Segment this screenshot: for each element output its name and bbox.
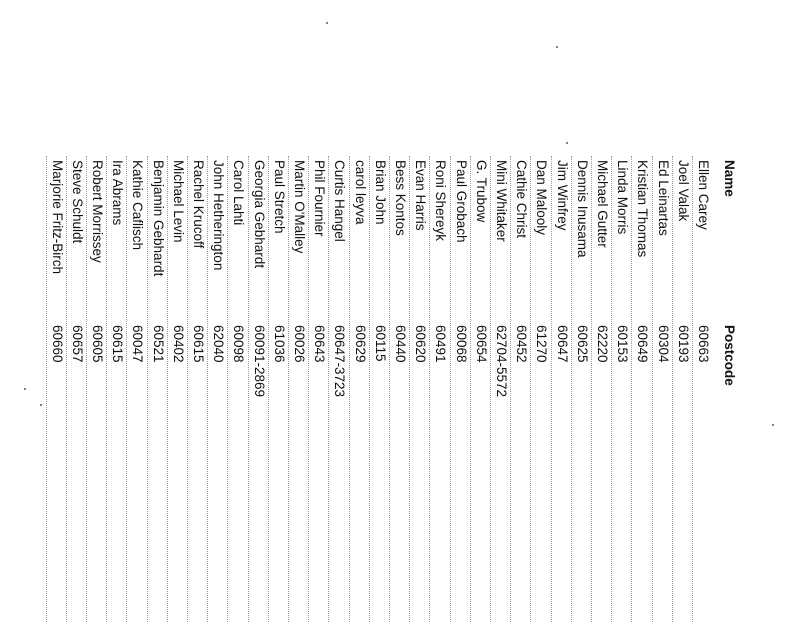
table-row xyxy=(167,160,189,622)
postcode-cell: 60304 xyxy=(655,325,671,363)
name-cell: Bess Kontos xyxy=(393,160,408,236)
postcode-cell: 60629 xyxy=(352,325,368,363)
postcode-cell: 60643 xyxy=(312,325,328,363)
name-cell: Joel Valak xyxy=(675,160,691,222)
name-cell: Carol Lahti xyxy=(231,160,247,226)
table-row xyxy=(591,160,613,622)
postcode-cell: 60625 xyxy=(574,325,590,363)
table-row xyxy=(611,160,633,622)
name-cell: G. Trubow xyxy=(473,160,489,223)
name-cell: John Hetherington xyxy=(211,160,227,271)
table-row xyxy=(349,160,371,622)
name-cell: Ellen Carey xyxy=(696,160,711,230)
table-row xyxy=(510,160,532,622)
name-cell: Evan Harris xyxy=(413,160,429,231)
name-cell: Marjorie Fritz-Birch xyxy=(49,160,65,275)
postcode-cell: 60193 xyxy=(675,325,691,363)
table-row xyxy=(126,160,148,622)
table-row xyxy=(429,160,451,622)
table-row xyxy=(652,160,674,622)
name-cell: Dennis Inusama xyxy=(574,160,590,258)
table-row xyxy=(66,160,88,622)
table-row xyxy=(692,160,714,622)
name-cell: Ira Abrams xyxy=(110,160,126,226)
name-cell: Paul Grobach xyxy=(453,160,469,243)
name-cell: Georgia Gebhardt xyxy=(251,160,267,269)
postcode-cell: 60605 xyxy=(90,325,105,363)
table-row xyxy=(530,160,552,622)
name-cell: Dan Malooly xyxy=(534,160,550,236)
postcode-cell: 60620 xyxy=(413,325,429,363)
name-cell: Martin O'Malley xyxy=(292,160,307,254)
table-row xyxy=(672,160,694,622)
postcode-cell: 60615 xyxy=(191,325,206,363)
postcode-cell: 60452 xyxy=(514,325,530,363)
postcode-cell: 62704-5572 xyxy=(494,325,509,398)
table-row xyxy=(227,160,249,622)
table-row xyxy=(268,160,290,622)
postcode-cell: 60615 xyxy=(110,325,126,363)
table-row xyxy=(551,160,573,622)
name-cell: Benjamin Gebhardt xyxy=(150,160,166,277)
table-row xyxy=(207,160,229,622)
postcode-cell: 60402 xyxy=(170,325,186,363)
table-row xyxy=(389,160,411,622)
postcode-cell: 60654 xyxy=(473,325,489,363)
name-cell: Ed Leinartas xyxy=(655,160,671,236)
postcode-cell: 60647-3723 xyxy=(332,325,348,398)
postcode-cell: 60649 xyxy=(635,325,651,363)
postcode-cell: 60491 xyxy=(433,325,449,363)
postcode-cell: 62040 xyxy=(211,325,227,363)
postcode-cell: 60068 xyxy=(453,325,469,363)
table-row xyxy=(106,160,128,622)
name-cell: Roni Shereyk xyxy=(433,160,449,242)
name-cell: Cathie Christ xyxy=(514,160,530,239)
postcode-cell: 60521 xyxy=(150,325,166,363)
table-row xyxy=(470,160,492,622)
name-cell: Mini Whitaker xyxy=(494,160,509,242)
table-row xyxy=(187,160,209,622)
postcode-cell: 60091-2869 xyxy=(251,325,267,398)
name-cell: Jim Winfrey xyxy=(554,160,570,231)
name-cell: Michael Levin xyxy=(170,160,186,243)
name-cell: Paul Stretch xyxy=(271,160,287,234)
postcode-cell: 60153 xyxy=(615,325,631,363)
table-row xyxy=(571,160,593,622)
name-cell: Steve Schuldt xyxy=(69,160,85,244)
table-row xyxy=(409,160,431,622)
table-row xyxy=(328,160,350,622)
name-cell: carol leyva xyxy=(352,160,368,225)
rotated-table xyxy=(49,160,740,622)
table-row xyxy=(86,160,108,622)
postcode-cell: 60440 xyxy=(393,325,408,363)
name-cell: Phil Fournier xyxy=(312,160,328,237)
postcode-cell: 60647 xyxy=(554,325,570,363)
table-row xyxy=(450,160,472,622)
postcode-cell: 60047 xyxy=(130,325,146,363)
postcode-cell: 60115 xyxy=(372,325,388,362)
table-row xyxy=(46,160,68,622)
postcode-cell: 60657 xyxy=(69,325,85,363)
name-cell: Kathie Caflisch xyxy=(130,160,146,251)
postcode-cell: 60660 xyxy=(49,325,65,363)
postcode-cell: 60663 xyxy=(696,325,711,363)
table-row xyxy=(147,160,169,622)
name-cell: Rachel Krucoff xyxy=(191,160,206,249)
postcode-cell: 61270 xyxy=(534,325,550,363)
name-cell: Michael Gutter xyxy=(595,160,610,248)
table-row xyxy=(490,160,512,622)
table-row xyxy=(248,160,270,622)
postcode-cell: 61036 xyxy=(271,325,287,363)
name-cell: Curtis Hangel xyxy=(332,160,348,242)
table-row xyxy=(288,160,310,622)
postcode-cell: 60026 xyxy=(292,325,307,363)
table-row xyxy=(631,160,653,622)
postcode-column-header: Postcode xyxy=(722,325,737,386)
postcode-cell: 60098 xyxy=(231,325,247,363)
name-cell: Kristian Thomas xyxy=(635,160,651,258)
table-row xyxy=(308,160,330,622)
postcode-cell: 62220 xyxy=(595,325,610,363)
name-cell: Robert Morrissey xyxy=(90,160,105,263)
table-header xyxy=(716,160,740,622)
name-column-header: Name xyxy=(722,160,737,197)
name-cell: Brian John xyxy=(372,160,388,225)
name-cell: Linda Morris xyxy=(615,160,631,235)
table-row xyxy=(369,160,391,622)
